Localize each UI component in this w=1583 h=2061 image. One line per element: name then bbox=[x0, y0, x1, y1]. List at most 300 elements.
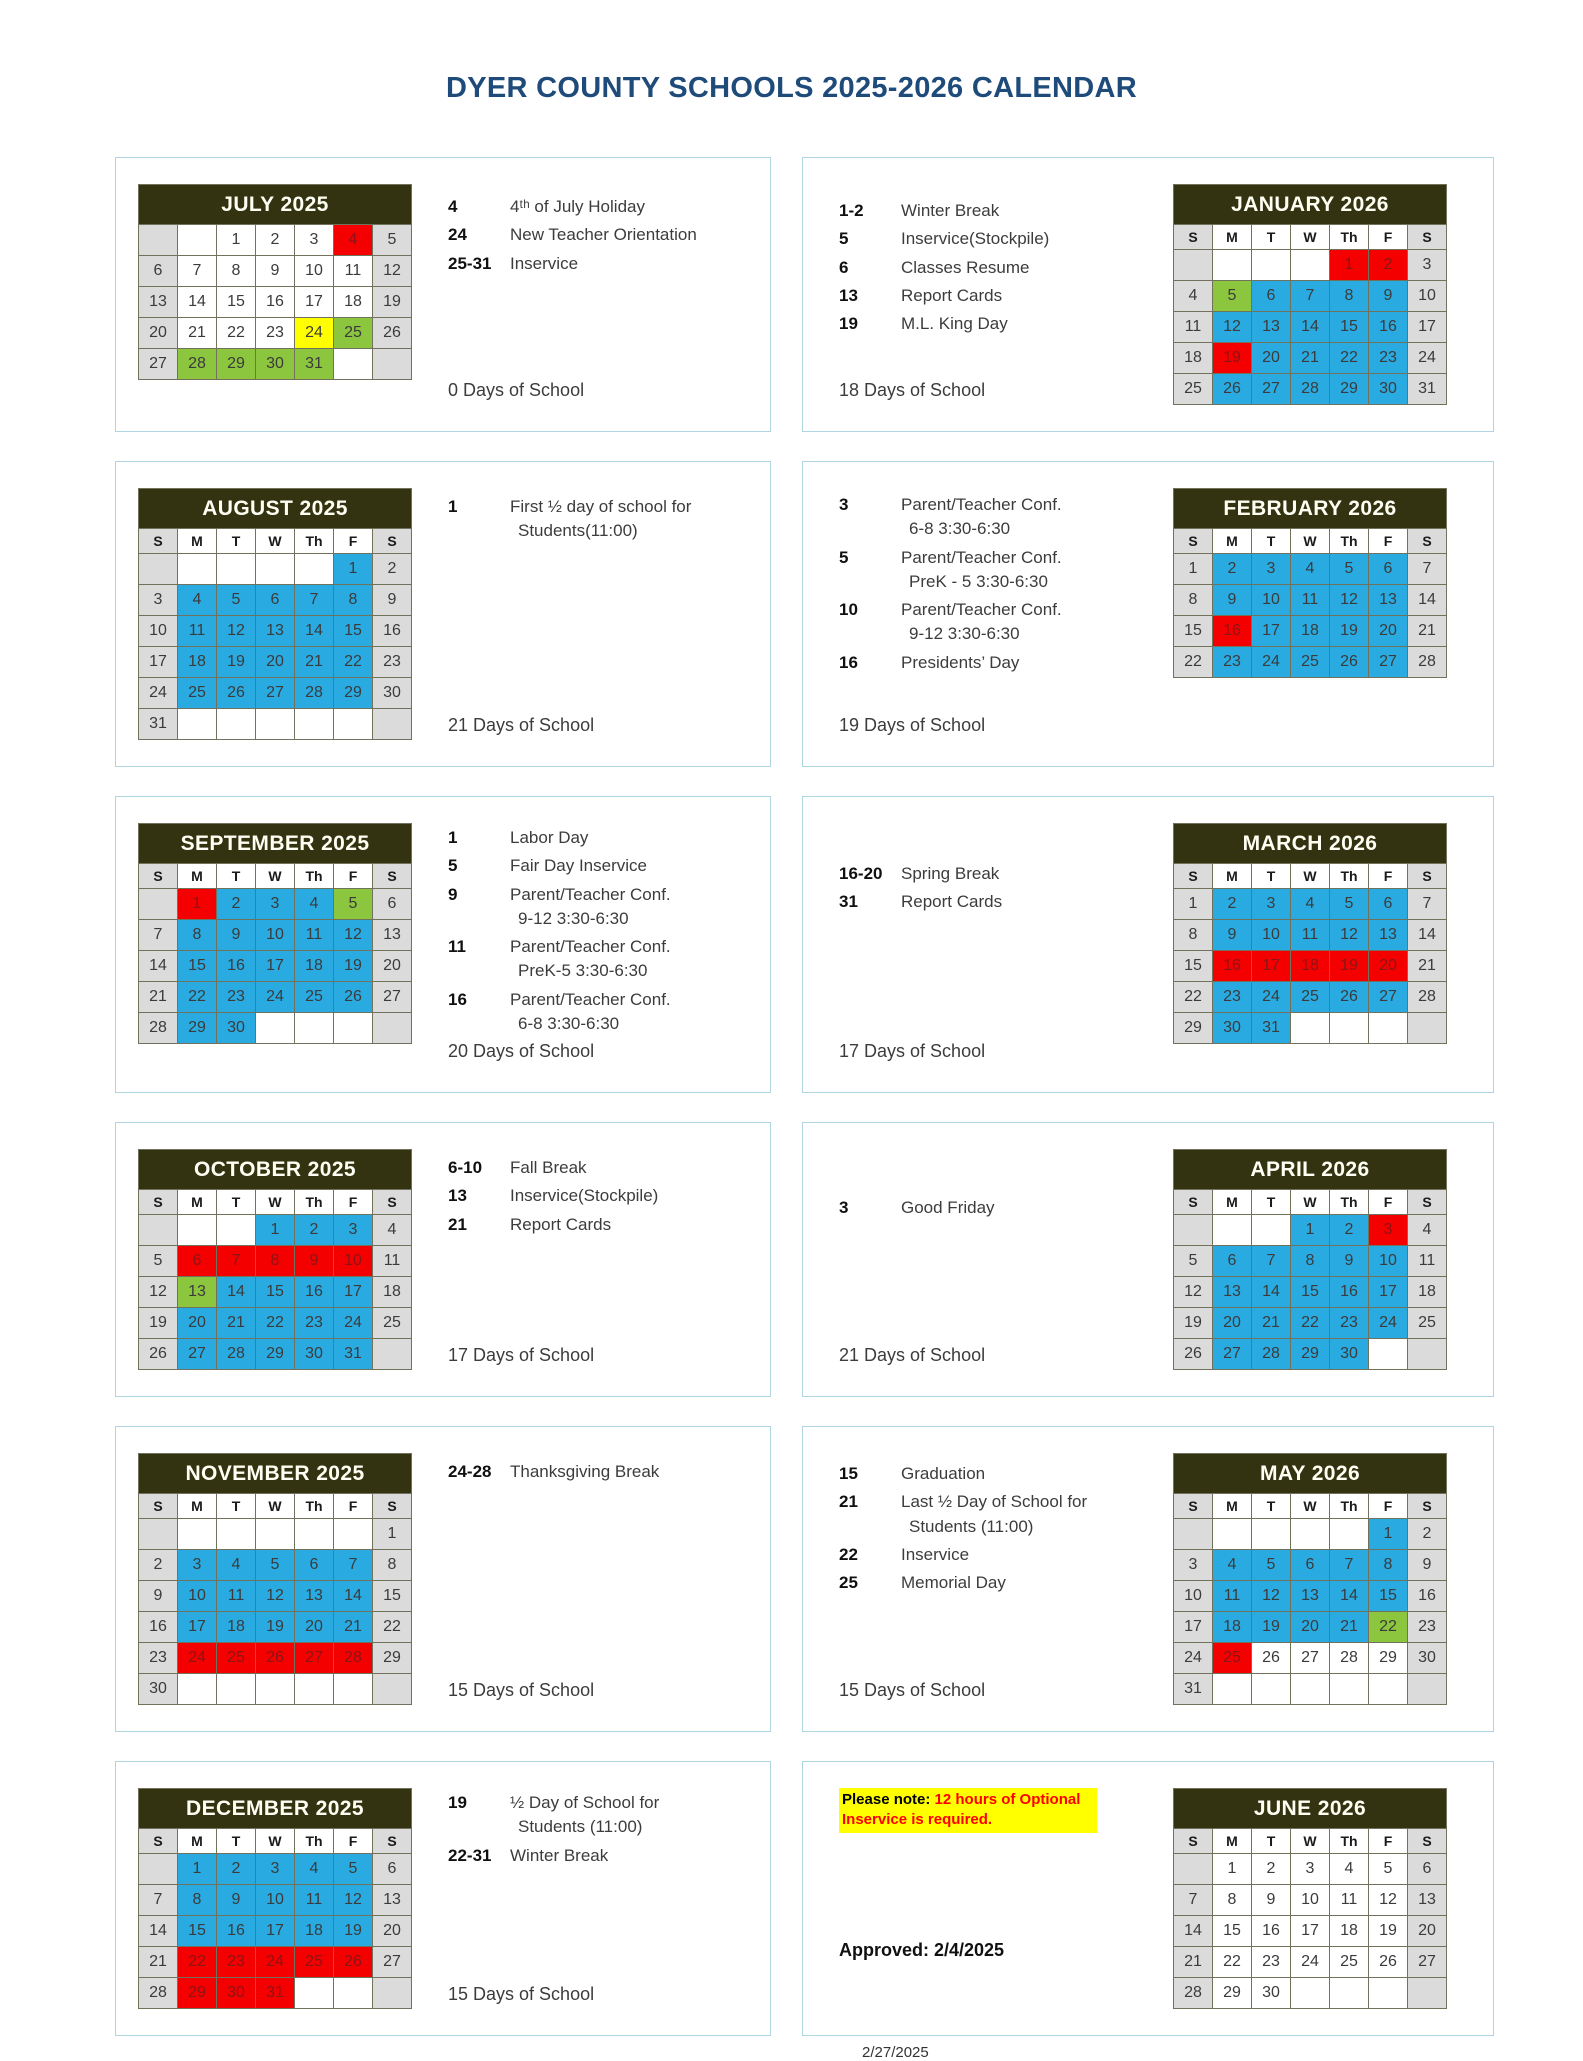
day-cell: 6 bbox=[1408, 1854, 1447, 1885]
day-cell: 7 bbox=[1408, 889, 1447, 920]
day-cell: 26 bbox=[256, 1643, 295, 1674]
day-cell: 21 bbox=[334, 1612, 373, 1643]
day-cell: 18 bbox=[1213, 1612, 1252, 1643]
event-date: 5 bbox=[448, 856, 458, 876]
day-cell: 25 bbox=[217, 1643, 256, 1674]
event-row bbox=[448, 827, 748, 848]
day-cell: 13 bbox=[1291, 1581, 1330, 1612]
day-cell: 28 bbox=[334, 1643, 373, 1674]
day-cell: 21 bbox=[1252, 1308, 1291, 1339]
calendar-week-row bbox=[139, 1643, 412, 1674]
day-cell: 18 bbox=[1291, 616, 1330, 647]
day-cell: 26 bbox=[1369, 1947, 1408, 1978]
day-cell: 24 bbox=[1369, 1308, 1408, 1339]
day-cell: 24 bbox=[139, 678, 178, 709]
calendar-week-row bbox=[1174, 1978, 1447, 2009]
day-cell bbox=[1330, 1674, 1369, 1705]
event-list bbox=[448, 1788, 748, 1873]
event-date: 19 bbox=[839, 314, 858, 333]
day-cell bbox=[139, 889, 178, 920]
weekday-header-cell: M bbox=[178, 1494, 217, 1519]
day-cell: 19 bbox=[256, 1612, 295, 1643]
day-cell: 18 bbox=[1291, 951, 1330, 982]
event-text: Inservice(Stockpile) bbox=[901, 229, 1050, 249]
calendar-week-row bbox=[139, 1013, 412, 1044]
calendar-week-row bbox=[1174, 343, 1447, 374]
day-cell: 20 bbox=[373, 1916, 412, 1947]
day-cell bbox=[217, 1519, 256, 1550]
day-cell: 10 bbox=[139, 616, 178, 647]
weekday-header-cell: T bbox=[217, 1190, 256, 1215]
weekday-header-cell: S bbox=[373, 1494, 412, 1519]
day-cell: 21 bbox=[1174, 1947, 1213, 1978]
day-cell: 3 bbox=[295, 225, 334, 256]
day-cell: 15 bbox=[334, 616, 373, 647]
day-cell: 25 bbox=[295, 982, 334, 1013]
day-cell: 10 bbox=[295, 256, 334, 287]
calendar-week-row bbox=[1174, 374, 1447, 405]
day-cell: 10 bbox=[1369, 1246, 1408, 1277]
day-cell: 3 bbox=[1291, 1854, 1330, 1885]
calendar-week-row bbox=[139, 554, 412, 585]
calendar-week-row bbox=[1174, 250, 1447, 281]
day-cell bbox=[334, 1519, 373, 1550]
calendar-june-2026 bbox=[1173, 1788, 1471, 2009]
notes-july-2025 bbox=[412, 184, 748, 405]
day-cell: 12 bbox=[1369, 1885, 1408, 1916]
event-list bbox=[839, 823, 1157, 920]
day-cell: 19 bbox=[334, 951, 373, 982]
day-cell: 26 bbox=[373, 318, 412, 349]
weekday-header-cell: T bbox=[1252, 1494, 1291, 1519]
day-cell: 2 bbox=[1408, 1519, 1447, 1550]
event-row bbox=[448, 1792, 748, 1813]
day-cell: 1 bbox=[1213, 1854, 1252, 1885]
calendar-july-2025 bbox=[138, 184, 412, 405]
day-cell: 17 bbox=[178, 1612, 217, 1643]
event-subtext: PreK - 5 3:30-6:30 bbox=[909, 571, 1048, 591]
calendar-week-row bbox=[139, 951, 412, 982]
calendar-week-row bbox=[139, 616, 412, 647]
month-title: JUNE 2026 bbox=[1174, 1789, 1447, 1829]
weekday-header-cell: S bbox=[139, 1190, 178, 1215]
calendar-week-row bbox=[139, 1339, 412, 1370]
day-cell bbox=[139, 225, 178, 256]
calendar-table-february-2026 bbox=[1173, 488, 1447, 678]
day-cell: 29 bbox=[178, 1978, 217, 2009]
day-cell: 5 bbox=[256, 1550, 295, 1581]
day-cell: 19 bbox=[1369, 1916, 1408, 1947]
day-cell: 20 bbox=[295, 1612, 334, 1643]
weekday-header-cell: F bbox=[334, 1829, 373, 1854]
event-row bbox=[448, 936, 748, 957]
day-cell bbox=[1213, 1519, 1252, 1550]
day-cell: 11 bbox=[1174, 312, 1213, 343]
day-cell: 13 bbox=[1369, 920, 1408, 951]
day-cell: 16 bbox=[373, 616, 412, 647]
day-cell: 29 bbox=[334, 678, 373, 709]
day-cell: 19 bbox=[1252, 1612, 1291, 1643]
day-cell: 10 bbox=[178, 1581, 217, 1612]
calendar-january-2026 bbox=[1173, 184, 1471, 405]
day-cell: 27 bbox=[295, 1643, 334, 1674]
weekday-header-cell: S bbox=[373, 864, 412, 889]
day-cell: 15 bbox=[1174, 616, 1213, 647]
days-of-school: 20 Days of School bbox=[448, 1041, 595, 1061]
calendar-table-july-2025 bbox=[138, 184, 412, 380]
day-cell: 16 bbox=[217, 1916, 256, 1947]
weekday-header-cell: M bbox=[1213, 1190, 1252, 1215]
notes-march-2026 bbox=[825, 823, 1173, 1066]
day-cell bbox=[295, 1013, 334, 1044]
calendar-week-row bbox=[139, 678, 412, 709]
month-title: NOVEMBER 2025 bbox=[139, 1454, 412, 1494]
event-row bbox=[839, 285, 1157, 306]
calendar-week-row bbox=[1174, 1519, 1447, 1550]
day-cell: 11 bbox=[217, 1581, 256, 1612]
weekday-header-cell: S bbox=[1174, 864, 1213, 889]
day-cell: 28 bbox=[139, 1013, 178, 1044]
event-text: Parent/Teacher Conf. bbox=[510, 937, 671, 956]
day-cell: 6 bbox=[1291, 1550, 1330, 1581]
event-date: 16-20 bbox=[839, 864, 883, 883]
day-cell: 4 bbox=[373, 1215, 412, 1246]
event-text: Good Friday bbox=[901, 1198, 995, 1217]
event-row bbox=[448, 1185, 748, 1206]
day-cell: 26 bbox=[1174, 1339, 1213, 1370]
day-cell: 21 bbox=[178, 318, 217, 349]
day-cell bbox=[178, 1215, 217, 1246]
calendar-week-row bbox=[139, 709, 412, 740]
day-cell: 7 bbox=[1330, 1550, 1369, 1581]
event-list bbox=[448, 1149, 748, 1242]
calendar-week-row bbox=[1174, 1550, 1447, 1581]
weekday-header-cell: T bbox=[217, 1494, 256, 1519]
weekday-header-cell: T bbox=[1252, 1829, 1291, 1854]
day-cell: 29 bbox=[1213, 1978, 1252, 2009]
event-date: 22-31 bbox=[448, 1845, 492, 1865]
day-cell: 7 bbox=[139, 920, 178, 951]
day-cell: 27 bbox=[373, 982, 412, 1013]
day-cell bbox=[1174, 1519, 1213, 1550]
weekday-header-cell: T bbox=[217, 864, 256, 889]
day-cell: 22 bbox=[1213, 1947, 1252, 1978]
day-cell: 9 bbox=[1252, 1885, 1291, 1916]
day-cell: 31 bbox=[1408, 374, 1447, 405]
day-cell: 21 bbox=[295, 647, 334, 678]
weekday-header-cell: F bbox=[1369, 529, 1408, 554]
day-cell bbox=[334, 1013, 373, 1044]
day-cell bbox=[295, 1519, 334, 1550]
day-cell bbox=[1369, 1674, 1408, 1705]
day-cell: 18 bbox=[178, 647, 217, 678]
calendar-week-row bbox=[139, 1519, 412, 1550]
day-cell: 19 bbox=[1330, 616, 1369, 647]
event-text: Parent/Teacher Conf. bbox=[510, 989, 671, 1009]
day-cell: 25 bbox=[178, 678, 217, 709]
day-cell: 23 bbox=[1330, 1308, 1369, 1339]
day-cell bbox=[217, 709, 256, 740]
days-of-school: 21 Days of School bbox=[839, 1345, 986, 1365]
day-cell: 25 bbox=[1174, 374, 1213, 405]
day-cell: 29 bbox=[1369, 1643, 1408, 1674]
day-cell: 2 bbox=[1369, 250, 1408, 281]
day-cell: 14 bbox=[1408, 585, 1447, 616]
day-cell: 8 bbox=[1330, 281, 1369, 312]
weekday-header-cell: T bbox=[1252, 529, 1291, 554]
page-title: DYER COUNTY SCHOOLS 2025-2026 CALENDAR bbox=[446, 72, 1137, 104]
day-cell: 6 bbox=[295, 1550, 334, 1581]
day-cell: 5 bbox=[334, 889, 373, 920]
weekday-header-cell: S bbox=[1174, 1494, 1213, 1519]
day-cell: 11 bbox=[1291, 920, 1330, 951]
calendar-week-row bbox=[1174, 1674, 1447, 1705]
weekday-header-cell: M bbox=[178, 529, 217, 554]
day-cell: 12 bbox=[1174, 1277, 1213, 1308]
day-cell: 18 bbox=[1174, 343, 1213, 374]
weekday-header-cell: Th bbox=[1330, 1190, 1369, 1215]
day-cell: 30 bbox=[256, 349, 295, 380]
day-cell: 25 bbox=[373, 1308, 412, 1339]
event-text: Inservice(Stockpile) bbox=[510, 1186, 659, 1206]
calendar-week-row bbox=[139, 1215, 412, 1246]
day-cell: 22 bbox=[256, 1308, 295, 1339]
day-cell: 4 bbox=[334, 225, 373, 256]
day-cell: 15 bbox=[1369, 1581, 1408, 1612]
day-cell: 29 bbox=[256, 1339, 295, 1370]
month-panel-july-2025 bbox=[115, 157, 771, 432]
weekday-header-cell: S bbox=[1174, 225, 1213, 250]
event-row bbox=[448, 1845, 748, 1866]
event-text: Spring Break bbox=[901, 864, 1000, 883]
day-cell: 18 bbox=[373, 1277, 412, 1308]
day-cell: 23 bbox=[217, 982, 256, 1013]
month-panel-january-2026 bbox=[802, 157, 1494, 432]
day-cell: 5 bbox=[1369, 1854, 1408, 1885]
event-row bbox=[448, 196, 748, 217]
day-cell bbox=[1213, 1215, 1252, 1246]
event-date: 15 bbox=[839, 1464, 858, 1483]
day-cell: 7 bbox=[1174, 1885, 1213, 1916]
please-note bbox=[839, 1788, 1097, 1833]
weekday-header-cell: S bbox=[373, 1829, 412, 1854]
day-cell: 8 bbox=[373, 1550, 412, 1581]
day-cell: 15 bbox=[1174, 951, 1213, 982]
calendar-week-row bbox=[139, 256, 412, 287]
day-cell bbox=[1291, 1978, 1330, 2009]
day-cell: 3 bbox=[1369, 1215, 1408, 1246]
day-cell: 24 bbox=[1408, 343, 1447, 374]
weekday-header-cell: S bbox=[1408, 1190, 1447, 1215]
day-cell: 25 bbox=[1330, 1947, 1369, 1978]
event-date: 5 bbox=[839, 229, 849, 249]
weekday-header-cell: S bbox=[139, 529, 178, 554]
days-of-school: 15 Days of School bbox=[448, 1984, 595, 2004]
event-text: 4ᵗʰ of July Holiday bbox=[510, 197, 645, 216]
calendar-week-row bbox=[139, 1674, 412, 1705]
day-cell: 1 bbox=[256, 1215, 295, 1246]
calendar-may-2026 bbox=[1173, 1453, 1471, 1705]
day-cell bbox=[256, 1519, 295, 1550]
calendar-february-2026 bbox=[1173, 488, 1471, 740]
day-cell: 17 bbox=[334, 1277, 373, 1308]
day-cell: 3 bbox=[1252, 554, 1291, 585]
day-cell: 23 bbox=[1369, 343, 1408, 374]
weekday-header-cell: F bbox=[334, 1494, 373, 1519]
day-cell: 24 bbox=[1291, 1947, 1330, 1978]
day-cell: 11 bbox=[1213, 1581, 1252, 1612]
month-title: JULY 2025 bbox=[139, 185, 412, 225]
day-cell: 2 bbox=[1213, 554, 1252, 585]
month-panel-august-2025 bbox=[115, 461, 771, 767]
event-text: ½ Day of School for bbox=[510, 1793, 660, 1812]
day-cell: 13 bbox=[1369, 585, 1408, 616]
day-cell bbox=[1291, 250, 1330, 281]
notes-april-2026 bbox=[825, 1149, 1173, 1370]
weekday-header-cell: W bbox=[1291, 529, 1330, 554]
day-cell: 15 bbox=[1213, 1916, 1252, 1947]
day-cell: 14 bbox=[217, 1277, 256, 1308]
day-cell: 3 bbox=[334, 1215, 373, 1246]
day-cell: 10 bbox=[1408, 281, 1447, 312]
event-subtext: Students (11:00) bbox=[909, 1516, 1034, 1536]
day-cell: 13 bbox=[178, 1277, 217, 1308]
day-cell: 27 bbox=[1408, 1947, 1447, 1978]
event-row bbox=[448, 1461, 748, 1482]
day-cell: 25 bbox=[334, 318, 373, 349]
calendar-table-november-2025 bbox=[138, 1453, 412, 1705]
day-cell: 27 bbox=[1252, 374, 1291, 405]
calendar-table-august-2025 bbox=[138, 488, 412, 740]
day-cell: 28 bbox=[1408, 647, 1447, 678]
calendar-week-row bbox=[139, 1581, 412, 1612]
footer-date: 2/27/2025 bbox=[862, 2044, 929, 2061]
day-cell bbox=[1213, 250, 1252, 281]
day-cell: 2 bbox=[217, 1854, 256, 1885]
day-cell bbox=[373, 1978, 412, 2009]
weekday-header-cell: W bbox=[1291, 225, 1330, 250]
event-row bbox=[839, 494, 1157, 515]
month-panel-april-2026 bbox=[802, 1122, 1494, 1397]
day-cell bbox=[139, 1854, 178, 1885]
day-cell: 11 bbox=[1330, 1885, 1369, 1916]
please-note-label: Please note: bbox=[842, 1791, 931, 1808]
calendar-week-row bbox=[139, 1277, 412, 1308]
calendar-week-row bbox=[139, 1308, 412, 1339]
day-cell: 22 bbox=[373, 1612, 412, 1643]
days-of-school: 19 Days of School bbox=[839, 715, 986, 735]
calendar-week-row bbox=[1174, 1215, 1447, 1246]
event-row bbox=[839, 1491, 1157, 1512]
day-cell: 20 bbox=[1252, 343, 1291, 374]
calendar-august-2025 bbox=[138, 488, 412, 740]
day-cell: 28 bbox=[1174, 1978, 1213, 2009]
day-cell: 10 bbox=[1252, 920, 1291, 951]
weekday-header-cell: W bbox=[256, 864, 295, 889]
day-cell bbox=[1174, 1215, 1213, 1246]
event-date: 31 bbox=[839, 892, 858, 912]
day-cell bbox=[373, 1339, 412, 1370]
day-cell: 26 bbox=[139, 1339, 178, 1370]
day-cell: 16 bbox=[1330, 1277, 1369, 1308]
calendar-april-2026 bbox=[1173, 1149, 1471, 1370]
calendar-week-row bbox=[139, 1916, 412, 1947]
day-cell: 30 bbox=[373, 678, 412, 709]
day-cell: 17 bbox=[1369, 1277, 1408, 1308]
day-cell: 30 bbox=[295, 1339, 334, 1370]
weekday-header-cell: F bbox=[1369, 1829, 1408, 1854]
weekday-header-cell: Th bbox=[1330, 225, 1369, 250]
event-date: 11 bbox=[448, 937, 466, 956]
month-title: OCTOBER 2025 bbox=[139, 1150, 412, 1190]
event-date: 9 bbox=[448, 884, 458, 904]
day-cell: 12 bbox=[334, 920, 373, 951]
day-cell: 21 bbox=[139, 982, 178, 1013]
calendar-week-row bbox=[1174, 1013, 1447, 1044]
day-cell: 26 bbox=[1252, 1643, 1291, 1674]
day-cell: 31 bbox=[334, 1339, 373, 1370]
notes-december-2025 bbox=[412, 1788, 748, 2009]
day-cell: 3 bbox=[1174, 1550, 1213, 1581]
day-cell bbox=[334, 709, 373, 740]
event-date: 16 bbox=[839, 652, 858, 672]
calendar-week-row bbox=[139, 1978, 412, 2009]
event-row bbox=[839, 1572, 1157, 1593]
event-date: 1 bbox=[448, 828, 458, 847]
calendar-week-row bbox=[1174, 1947, 1447, 1978]
day-cell bbox=[1330, 1013, 1369, 1044]
event-text: Parent/Teacher Conf. bbox=[901, 547, 1062, 567]
weekday-header-cell: S bbox=[373, 529, 412, 554]
day-cell bbox=[178, 709, 217, 740]
calendar-table-june-2026 bbox=[1173, 1788, 1447, 2009]
event-date: 5 bbox=[839, 547, 849, 567]
approved-note: Approved: 2/4/2025 bbox=[839, 1940, 1005, 1960]
calendar-week-row bbox=[1174, 889, 1447, 920]
weekday-header-cell: W bbox=[1291, 1829, 1330, 1854]
calendar-week-row bbox=[1174, 920, 1447, 951]
day-cell: 14 bbox=[334, 1581, 373, 1612]
day-cell: 23 bbox=[139, 1643, 178, 1674]
day-cell: 5 bbox=[217, 585, 256, 616]
day-cell: 29 bbox=[1174, 1013, 1213, 1044]
day-cell bbox=[334, 1978, 373, 2009]
event-date: 21 bbox=[839, 1492, 858, 1512]
day-cell bbox=[1330, 1978, 1369, 2009]
event-date: 3 bbox=[839, 1198, 849, 1217]
event-text: Winter Break bbox=[510, 1845, 609, 1865]
day-cell bbox=[139, 1519, 178, 1550]
calendar-table-september-2025 bbox=[138, 823, 412, 1044]
calendar-week-row bbox=[139, 1854, 412, 1885]
day-cell: 24 bbox=[256, 1947, 295, 1978]
day-cell: 11 bbox=[295, 1885, 334, 1916]
calendar-week-row bbox=[139, 1885, 412, 1916]
day-cell: 9 bbox=[256, 256, 295, 287]
calendar-week-row bbox=[1174, 1916, 1447, 1947]
day-cell: 28 bbox=[295, 678, 334, 709]
day-cell bbox=[295, 554, 334, 585]
calendar-week-row bbox=[1174, 1643, 1447, 1674]
event-row bbox=[839, 547, 1157, 568]
day-cell: 21 bbox=[217, 1308, 256, 1339]
weekday-header-cell: T bbox=[1252, 225, 1291, 250]
day-cell: 3 bbox=[139, 585, 178, 616]
please-note-text: 12 hours of Optional Inservice is required. bbox=[842, 1791, 1081, 1829]
event-row bbox=[839, 652, 1157, 673]
day-cell: 9 bbox=[139, 1581, 178, 1612]
calendar-november-2025 bbox=[138, 1453, 412, 1705]
